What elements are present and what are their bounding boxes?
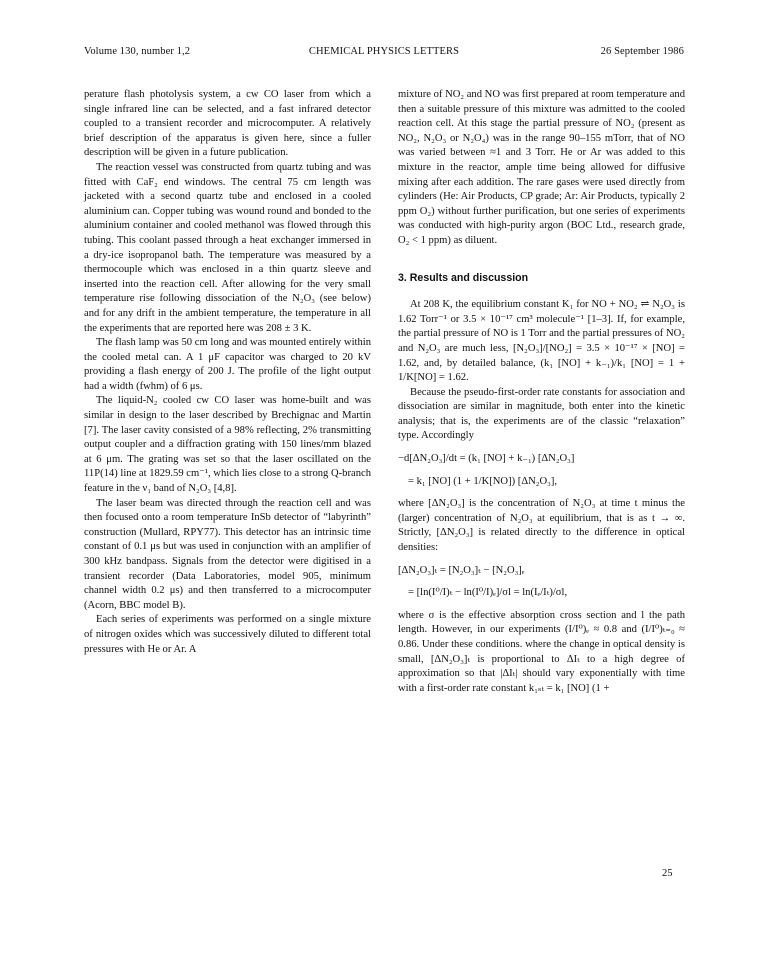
issue-date: 26 September 1986 (600, 46, 684, 57)
paragraph-detector: The laser beam was directed through the reaction cell and was then focused onto a room temperature InSb detector of “labyrinth” construction (Mullard, RPY77). This detector has an intrinsic time constant of 0.1 μs but was used in conjunction with an amplifier of 300 kHz bandpass. Signals from the detector were digitised in a transient recorder (Data Laboratories, model 905, minimum channel width 0.2 μs) and then transferred to a microcomputer (Acorn, BBC model B). (84, 497, 371, 611)
equation-rate: −d[ΔN₂O₃]/dt = (k₁ [NO] + k₋₁) [ΔN₂O₃] (398, 453, 575, 465)
equation-optical-density: [ΔN₂O₃]ₜ = [N₂O₃]ₜ − [N₂O₃]ₑ (398, 564, 525, 576)
paragraph-flash-lamp: The flash lamp was 50 cm long and was mounted entirely within the cooled metal can. A 1 μF capacitor was charged to 20 kV providing a flash energy of 200 J. The profile of the light output had a width (fwhm) of 6 μs. (84, 337, 371, 392)
equation-optical-density-continued: = [ln(I⁰/I)ₜ − ln(I⁰/I)ₑ]/σl = ln(Iₑ/Iₜ)/σl, (408, 587, 568, 599)
equation-rate-continued: = k₁ [NO] (1 + 1/K[NO]) [ΔN₂O₃], (408, 475, 557, 487)
volume-info: Volume 130, number 1,2 (84, 46, 191, 57)
paragraph-relaxation: Because the pseudo-first-order rate constants for association and dissociation are similar in magnitude, both enter into the kinetic analysis; that is, the experiments are of the classic “relaxation” type. Accordingly (398, 386, 685, 442)
paragraph-cross-section: where σ is the effective absorption cross section and l the path length. However, in our experiments (I/I⁰)ₑ ≈ 0.8 and (I/I⁰)ₜ₌₀ ≈ 0.86. Under these conditions. where the change in optical density is small, [ΔN₂O₃]ₜ is proportional to ΔIₜ to a high degree of approximation so that |ΔIₜ| should vary exponentially with time with a first-order rate constant k₁ₛₜ = k₁ [NO] (1 + (398, 609, 685, 694)
paragraph-apparatus-intro: perature flash photolysis system, a cw CO laser from which a single infrared line can be selected, and a fast infrared detector coupled to a transient recorder and microcomputer. A relatively brief description of the apparatus is given here, since a fuller description will be given in a future publication. (84, 89, 371, 159)
section-heading: 3. Results and discussion (398, 271, 529, 284)
paragraph-concentration: where [ΔN₂O₃] is the concentration of N₂O₃ at time t minus the (larger) concentration of N₂O₃ at equilibrium, that is as t → ∞. Strictly, [ΔN₂O₃] is related directly to the difference in optical densities: (398, 498, 685, 554)
paragraph-reaction-vessel: The reaction vessel was constructed from quartz tubing and was fitted with CaF₂ end windows. The central 75 cm length was jacketed with a second quartz tube and enclosed in a cooled aluminium can. Copper tubing was wound round and bonded to the aluminium container and cooled methanol was flowed through this tubing. This coolant passed through a heat exchanger immersed in a dry-ice isopropanol bath. The temperature was measured by a thermocouple which was enclosed in a thin quartz sleeve and inserted into the reaction cell. After allowing for the very small temperature rise following dissociation of the N₂O₃ (see below) and for any drift in the ambient temperature, the temperature in all the experiments that are reported here was 208 ± 3 K. (84, 161, 371, 334)
journal-name: CHEMICAL PHYSICS LETTERS (308, 46, 460, 57)
page-number: 25 (662, 868, 673, 879)
paragraph-gas-mixture: mixture of NO₂ and NO was first prepared at room temperature and then a suitable pressure of this mixture was admitted to the cooled reaction cell. At this stage the partial pressure of NO₂ (present as NO₂, N₂O₃ or N₂O₄) was in the range 90–155 mTorr, that of NO was varied between ≈1 and 3 Torr. He or Ar was added to this mixture in the reactor, ample time being allowed for diffusive mixing after each addition. The rare gases were used directly from cylinders (He: Air Products, CP grade; Ar: Air Products, typically 2 ppm O₂) without further purification, but one series of experiments was conducted with high-purity argon (BOC Ltd., research grade, O₂ < 1 ppm) as diluent. (398, 89, 685, 246)
paragraph-experiment-series: Each series of experiments was performed on a single mixture of nitrogen oxides which was successively diluted to different total pressures with He or Ar. A (84, 614, 371, 655)
left-column (84, 88, 371, 657)
right-column (398, 88, 685, 696)
paragraph-equilibrium: At 208 K, the equilibrium constant K₁ for NO + NO₂ ⇌ N₂O₃ is 1.62 Torr⁻¹ or 3.5 × 10⁻¹⁷ cm³ molecule⁻¹ [1–3]. If, for example, the partial pressure of NO is 1 Torr and the partial pressures of NO₂ and N₂O₃ are much less, [N₂O₃]/[NO₂] = 3.5 × 10⁻¹⁷ × [NO] = 1.62, and, by detailed balance, (k₁ [NO] + k₋₁)/k₁ [NO] = 1 + 1/K[NO] = 1.62. (398, 299, 685, 384)
running-header (84, 46, 684, 62)
paragraph-co-laser: The liquid-N₂ cooled cw CO laser was home-built and was similar in design to the laser described by Brechignac and Martin [7]. The laser cavity consisted of a 98% reflecting, 2% transmitting output coupler and a diffraction grating with 150 lines/mm blazed at 6 μm. The grating was set so that the laser oscillated on the 11P(14) line at 1829.59 cm⁻¹, which lies close to a strong Q-branch feature in the ν₁ band of N₂O₃ [4,8]. (84, 395, 371, 495)
